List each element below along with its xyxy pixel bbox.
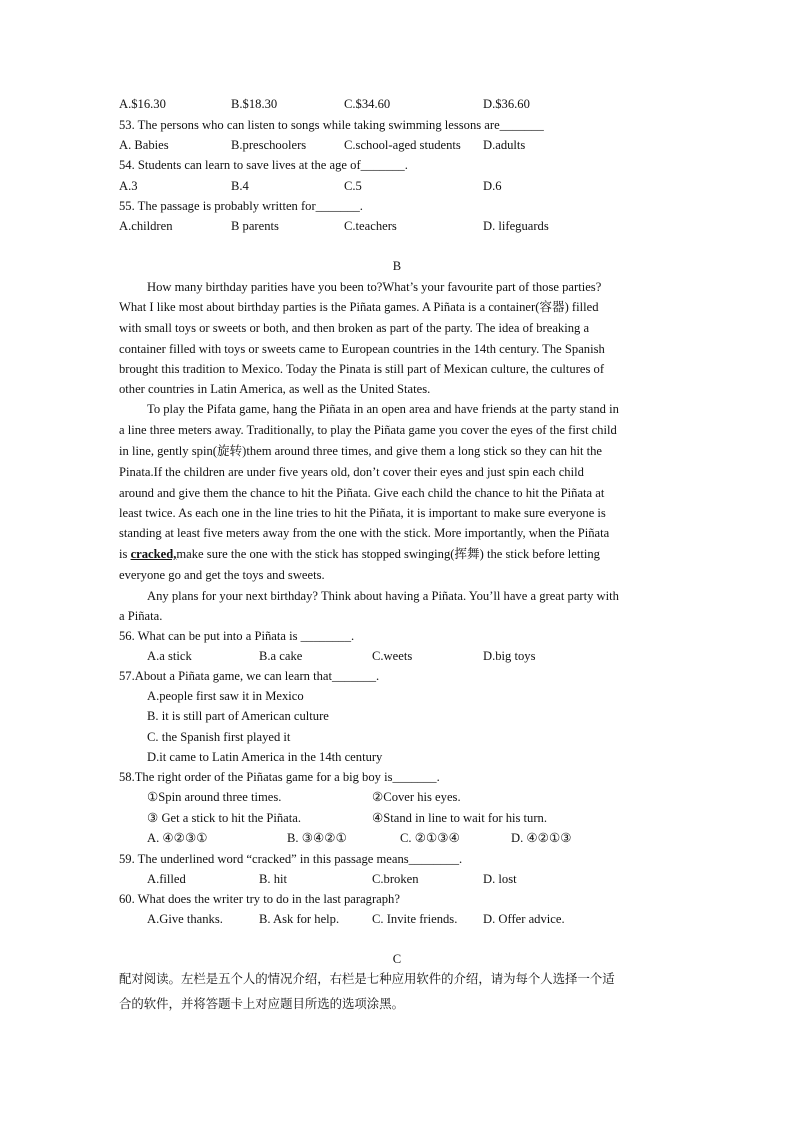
paragraph-line xyxy=(119,546,600,562)
paragraph-line: container filled with toys or sweets came to European countries in the 14th century. The Spanish xyxy=(119,342,605,356)
paragraph-line: Pinata.If the children are under five years old, don’t cover their eyes and just spin each child xyxy=(119,465,584,479)
paragraph-line: a line three meters away. Traditionally, to play the Piñata game you cover the eyes of the first child xyxy=(119,423,617,437)
paragraph-line: To play the Pifata game, hang the Piñata in an open area and have friends at the party stand in xyxy=(147,402,619,416)
option-b: B. Ask for help. xyxy=(259,912,340,926)
paragraph-line: Any plans for your next birthday? Think about having a Piñata. You’ll have a great party with xyxy=(147,589,619,603)
option-d: D.adults xyxy=(483,138,526,152)
option-d: D. lost xyxy=(483,872,517,886)
paragraph-line: with small toys or sweets or both, and then broken as part of the party. The idea of breaking a xyxy=(119,321,590,335)
option-c: C. the Spanish first played it xyxy=(147,730,291,744)
paragraph-line: least twice. As each one in the line tries to hit the Piñata, it is important to make sure everyone is xyxy=(119,506,606,520)
option-d: D.it came to Latin America in the 14th century xyxy=(147,750,383,764)
question-55-stem: 55. The passage is probably written for_______. xyxy=(119,199,363,213)
option-a: A. Babies xyxy=(119,138,169,152)
question-58-stem: 58.The right order of the Piñatas game for a big boy is_______. xyxy=(119,770,440,784)
option-d: D. Offer advice. xyxy=(483,912,565,926)
option-b: B parents xyxy=(231,219,279,233)
instruction-line: 配对阅读。左栏是五个人的情况介绍，右栏是七种应用软件的介绍，请为每个人选择一个适 xyxy=(119,971,615,986)
option-c: C.5 xyxy=(344,179,362,193)
option-a: A.3 xyxy=(119,179,138,193)
step-3: ③ Get a stick to hit the Piñata. xyxy=(147,811,301,825)
paragraph-line: in line, gently spin(旋转)them around three times, and give them a long stick so they can hit the xyxy=(119,444,603,458)
paragraph-line: everyone go and get the toys and sweets. xyxy=(119,568,325,582)
option-a: A.people first saw it in Mexico xyxy=(147,689,304,703)
option-b: B. ③④②① xyxy=(287,831,347,845)
instruction-line: 合的软件，并将答题卡上对应题目所选的选项涂黑。 xyxy=(119,996,404,1011)
paragraph-line: brought this tradition to Mexico. Today the Pinata is still part of Mexican culture, the cultures of xyxy=(119,362,605,376)
step-2: ②Cover his eyes. xyxy=(372,790,461,804)
option-d: D. ④②①③ xyxy=(511,831,572,845)
option-a: A.children xyxy=(119,219,173,233)
text-is: is xyxy=(119,547,131,561)
option-b: B. it is still part of American culture xyxy=(147,709,329,723)
step-1: ①Spin around three times. xyxy=(147,790,282,804)
option-c: C.weets xyxy=(372,649,413,663)
option-b: B.4 xyxy=(231,179,249,193)
option-c: C.teachers xyxy=(344,219,397,233)
paragraph-line: How many birthday parities have you been to?What’s your favourite part of those parties? xyxy=(147,280,602,294)
section-b-heading: B xyxy=(392,259,402,273)
option-b: B. hit xyxy=(259,872,287,886)
option-c: C. Invite friends. xyxy=(372,912,458,926)
question-57-stem: 57.About a Piñata game, we can learn that_______. xyxy=(119,669,380,683)
option-d: D.big toys xyxy=(483,649,536,663)
option-a: A. ④②③① xyxy=(147,831,208,845)
option-c: C.$34.60 xyxy=(344,97,391,111)
question-56-stem: 56. What can be put into a Piñata is ________. xyxy=(119,629,355,643)
paragraph-line: a Piñata. xyxy=(119,609,163,623)
question-60-stem: 60. What does the writer try to do in the last paragraph? xyxy=(119,892,400,906)
option-b: B.preschoolers xyxy=(231,138,307,152)
option-a: A.Give thanks. xyxy=(147,912,223,926)
paragraph-line: What I like most about birthday parties is the Piñata games. A Piñata is a container(容器) filled xyxy=(119,300,599,314)
option-b: B.$18.30 xyxy=(231,97,278,111)
text-rest: make sure the one with the stick has stopped swinging(挥舞) the stick before letting xyxy=(176,547,600,561)
option-d: D.6 xyxy=(483,179,502,193)
option-d: D.$36.60 xyxy=(483,97,530,111)
option-c: C.broken xyxy=(372,872,419,886)
question-59-stem: 59. The underlined word “cracked” in this passage means________. xyxy=(119,852,463,866)
option-a: A.$16.30 xyxy=(119,97,166,111)
step-4: ④Stand in line to wait for his turn. xyxy=(372,811,547,825)
underlined-word-cracked: cracked, xyxy=(130,547,177,561)
option-c: C. ②①③④ xyxy=(400,831,460,845)
option-b: B.a cake xyxy=(259,649,303,663)
option-a: A.filled xyxy=(147,872,186,886)
option-c: C.school-aged students xyxy=(344,138,461,152)
option-a: A.a stick xyxy=(147,649,192,663)
question-54-stem: 54. Students can learn to save lives at the age of_______. xyxy=(119,158,408,172)
paragraph-line: standing at least five meters away from the one with the stick. More importantly, when the Piñata xyxy=(119,526,610,540)
option-d: D. lifeguards xyxy=(483,219,549,233)
paragraph-line: other countries in Latin America, as well as the United States. xyxy=(119,382,431,396)
paragraph-line: around and give them the chance to hit the Piñata. Give each child the chance to hit the Piñata at xyxy=(119,486,605,500)
question-53-stem: 53. The persons who can listen to songs while taking swimming lessons are_______ xyxy=(119,118,544,132)
section-c-heading: C xyxy=(392,952,402,966)
